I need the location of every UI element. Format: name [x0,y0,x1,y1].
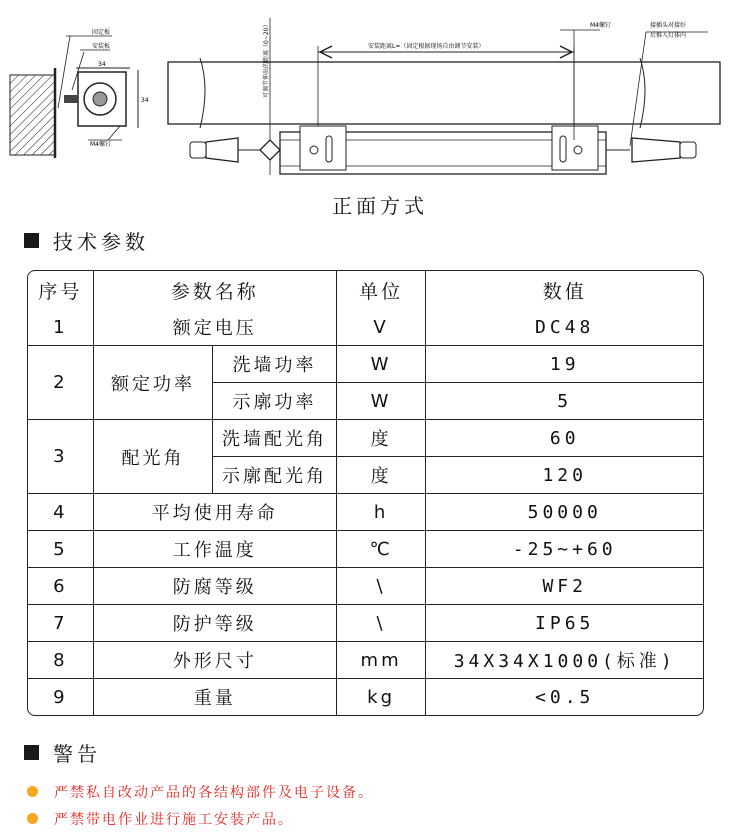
cell-name: 平均使用寿命 [94,494,337,531]
table-row [28,568,703,605]
cell-value: DC48 [426,309,703,346]
label-dim-width: 34 [98,61,106,68]
table-row [28,494,703,531]
cell-unit: W [337,383,427,420]
label-connector-note-1: 接插头对接好 [650,22,687,29]
label-install-distance: 安装距离L=（固定根据现场自由调节安装） [368,43,485,50]
cell-value: 34X34X1000(标准) [426,642,703,679]
list-item [24,805,714,832]
cell-value: WF2 [426,568,703,605]
header-param: 参数名称 [94,271,337,309]
warning-section-heading [24,738,101,767]
cell-value: 60 [426,420,703,457]
cell-unit: W [337,346,427,383]
table-row [28,309,703,346]
table-row [28,531,703,568]
bullet-dot-icon [27,813,38,824]
label-m4-screw-right: M4螺钉 [590,22,611,29]
tech-section-heading [24,226,149,255]
label-fixing-plate: 固定板 [92,29,111,36]
cell-name: 防护等级 [94,605,337,642]
warning-list [24,778,714,832]
cell-unit: kg [337,679,427,715]
cell-name: 防腐等级 [94,568,337,605]
cell-name: 外形尺寸 [94,642,337,679]
side-section-view [10,36,138,158]
bullet-dot-icon [27,786,38,797]
table-row [28,420,703,457]
cell-subname: 示廓配光角 [213,457,336,494]
cell-name: 额定功率 [94,346,213,420]
warning-section-title: 警告 [53,742,101,766]
cell-seq: 2 [28,346,94,420]
cell-seq: 7 [28,605,94,642]
cell-unit: h [337,494,427,531]
cell-name: 工作温度 [94,531,337,568]
cell-seq: 3 [28,420,94,494]
front-view-caption: 正面方式 [332,194,428,218]
warning-text: 严禁私自改动产品的各结构部件及电子设备。 [54,784,374,801]
spec-table [27,270,704,716]
cell-unit: 度 [337,420,427,457]
cell-value: 19 [426,346,703,383]
cell-value: -25~+60 [426,531,703,568]
cell-unit: mm [337,642,427,679]
installation-diagram [0,0,730,200]
header-seq: 序号 [28,271,94,309]
cell-seq: 4 [28,494,94,531]
cell-unit: V [337,309,427,346]
header-value: 数值 [542,280,587,303]
cell-subname: 洗墙功率 [213,346,336,383]
warning-text: 严禁带电作业进行施工安装产品。 [54,811,294,828]
header-unit: 单位 [337,271,427,309]
cell-seq: 8 [28,642,94,679]
cell-seq: 1 [28,309,94,346]
cell-value: IP65 [426,605,703,642]
label-dim-height: 34 [141,97,149,104]
cell-name: 配光角 [94,420,213,494]
label-adjustable-distance: 可调节伸出的距离（0~20） [263,21,270,98]
cell-value: 120 [426,457,703,494]
label-m4-screw-left: M4螺钉 [90,141,111,148]
cell-subname: 示廓功率 [213,383,336,420]
table-row [28,642,703,679]
cell-value: <0.5 [535,686,595,708]
front-view [168,18,720,175]
cell-value: 5 [426,383,703,420]
square-bullet-icon [24,745,39,760]
table-row [28,346,703,383]
list-item [24,778,714,805]
cell-unit: \ [337,605,427,642]
tech-section-title: 技术参数 [53,230,149,254]
cell-unit: ℃ [337,531,427,568]
table-header-row [28,271,703,309]
cell-unit: \ [337,568,427,605]
cell-unit: 度 [337,457,427,494]
cell-name: 额定电压 [94,309,337,346]
square-bullet-icon [24,233,39,248]
cell-seq: 9 [28,679,94,715]
label-mounting-plate: 安装板 [92,43,111,50]
cell-value: 50000 [426,494,703,531]
label-connector-note-2: 后推入灯体内 [650,32,687,39]
table-row [28,679,703,715]
cell-seq: 5 [28,531,94,568]
cell-seq: 6 [28,568,94,605]
table-row [28,605,703,642]
cell-name: 重量 [94,679,337,715]
cell-subname: 洗墙配光角 [213,420,336,457]
